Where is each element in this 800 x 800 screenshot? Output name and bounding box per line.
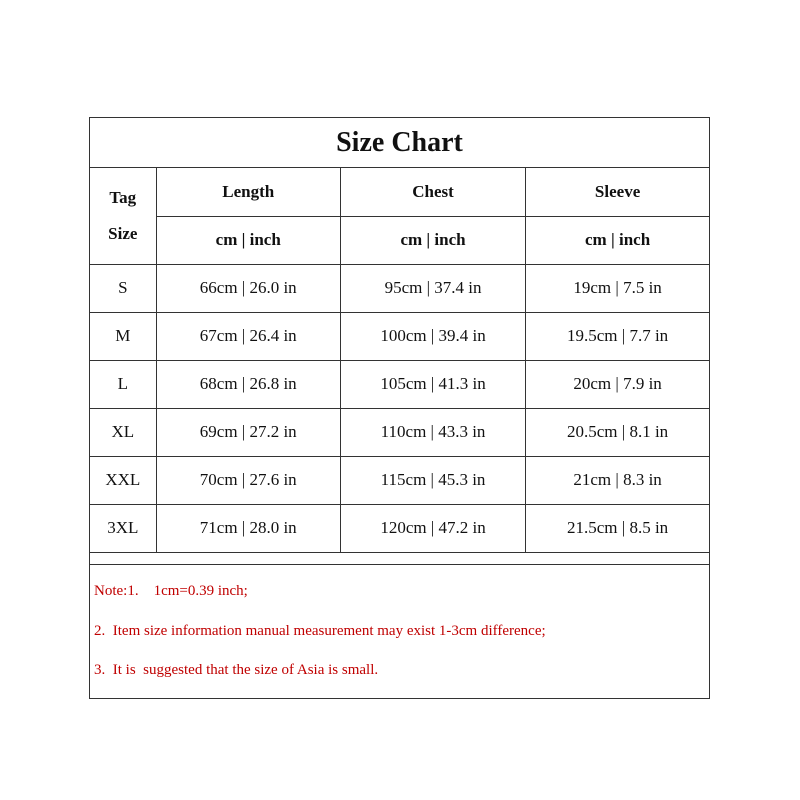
length-unit-header: cm | inch	[156, 216, 340, 264]
size-cell: 3XL	[90, 504, 156, 552]
chest-cell: 110cm | 43.3 in	[340, 408, 525, 456]
length-cell: 67cm | 26.4 in	[156, 312, 340, 360]
chest-cell: 100cm | 39.4 in	[340, 312, 525, 360]
sleeve-cell: 19cm | 7.5 in	[526, 264, 709, 312]
sleeve-cell: 21.5cm | 8.5 in	[526, 504, 709, 552]
size-cell: XXL	[90, 456, 156, 504]
chest-unit-header: cm | inch	[340, 216, 525, 264]
chest-cell: 95cm | 37.4 in	[340, 264, 525, 312]
table-row	[90, 264, 709, 312]
sleeve-unit-header: cm | inch	[526, 216, 709, 264]
note-line: 3. It is suggested that the size of Asia is small.	[94, 662, 379, 678]
sleeve-cell: 20.5cm | 8.1 in	[526, 408, 709, 456]
size-cell: XL	[90, 408, 156, 456]
sleeve-header: Sleeve	[526, 168, 709, 216]
sleeve-cell: 21cm | 8.3 in	[526, 456, 709, 504]
tag-header-line2: Size	[108, 223, 138, 243]
table-row	[90, 360, 709, 408]
length-cell: 71cm | 28.0 in	[156, 504, 340, 552]
sleeve-cell: 20cm | 7.9 in	[526, 360, 709, 408]
table-row	[90, 456, 709, 504]
note-line: Note:1. 1cm=0.39 inch;	[94, 583, 248, 599]
chest-header: Chest	[340, 168, 525, 216]
sleeve-cell: 19.5cm | 7.7 in	[526, 312, 709, 360]
length-cell: 66cm | 26.0 in	[156, 264, 340, 312]
length-cell: 68cm | 26.8 in	[156, 360, 340, 408]
chest-cell: 115cm | 45.3 in	[340, 456, 525, 504]
table-row	[90, 312, 709, 360]
length-cell: 69cm | 27.2 in	[156, 408, 340, 456]
notes-section	[90, 564, 709, 698]
note-line: 2. Item size information manual measurement may exist 1-3cm difference;	[94, 623, 546, 639]
chest-cell: 105cm | 41.3 in	[340, 360, 525, 408]
table-row	[90, 408, 709, 456]
length-header: Length	[156, 168, 340, 216]
header-row	[90, 168, 709, 216]
tag-size-header	[90, 168, 156, 264]
table-row	[90, 504, 709, 552]
chart-title: Size Chart	[90, 118, 709, 168]
size-cell: L	[90, 360, 156, 408]
tag-header-line1: Tag	[109, 187, 137, 207]
length-cell: 70cm | 27.6 in	[156, 456, 340, 504]
size-cell: S	[90, 264, 156, 312]
unit-row	[90, 216, 709, 264]
size-chart	[89, 117, 710, 699]
size-cell: M	[90, 312, 156, 360]
chest-cell: 120cm | 47.2 in	[340, 504, 525, 552]
size-table	[90, 168, 709, 553]
